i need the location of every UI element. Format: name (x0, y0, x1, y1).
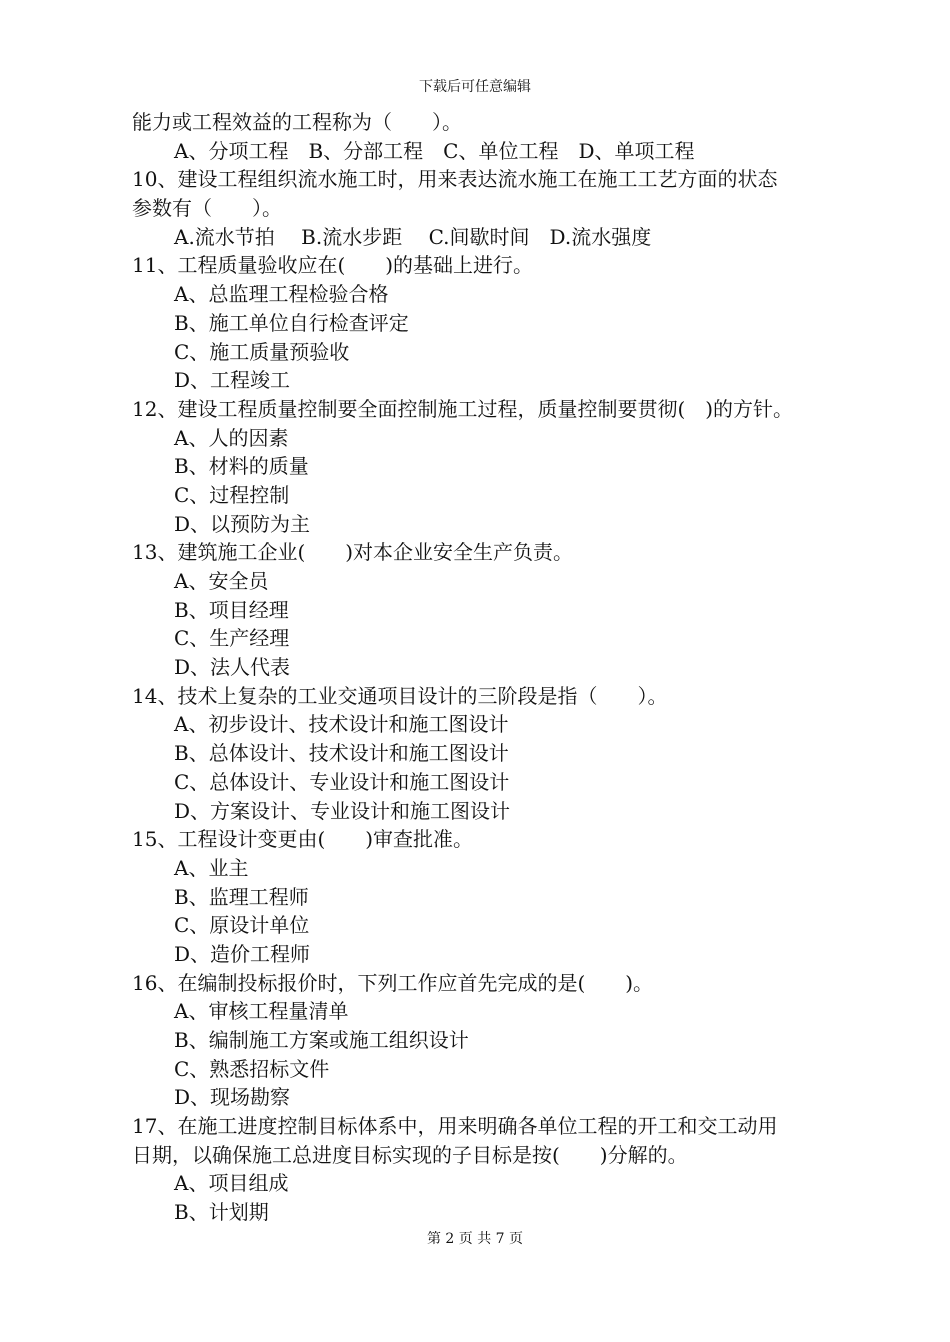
answer-option-line: D、法人代表 (174, 655, 291, 680)
answer-option-line: C、生产经理 (174, 626, 290, 651)
answer-option-line: A、审核工程量清单 (174, 999, 349, 1024)
page-footer: 第 2 页 共 7 页 (426, 1231, 524, 1247)
document-body (132, 108, 862, 1227)
answer-option-line: B、材料的质量 (174, 454, 309, 479)
answer-option-line: A、总监理工程检验合格 (174, 282, 389, 307)
answer-option-line: D、造价工程师 (174, 941, 311, 966)
answer-option-line: D、工程竣工 (174, 368, 291, 393)
answer-option-line: A、初步设计、技术设计和施工图设计 (174, 712, 509, 737)
question-text-line: 13、建筑施工企业( )对本企业安全生产负责。 (132, 540, 574, 565)
answer-option-line: C、施工质量预验收 (174, 339, 350, 364)
answer-option-line: B、总体设计、技术设计和施工图设计 (174, 741, 509, 766)
question-text-line: 10、建设工程组织流水施工时，用来表达流水施工在施工工艺方面的状态 (132, 167, 778, 192)
question-text-line: 能力或工程效益的工程称为（ ）。 (132, 110, 462, 134)
answer-option-line: B、编制施工方案或施工组织设计 (174, 1028, 469, 1052)
answer-option-line: A、项目组成 (174, 1171, 289, 1196)
answer-option-line: A、业主 (174, 855, 249, 880)
question-text-line: 16、在编制投标报价时，下列工作应首先完成的是( )。 (132, 970, 654, 995)
answer-option-line: A、人的因素 (174, 425, 289, 450)
question-text-line: 11、工程质量验收应在( )的基础上进行。 (132, 253, 534, 278)
question-text-line: 日期，以确保施工总进度目标实现的子目标是按( )分解的。 (132, 1142, 688, 1167)
answer-option-line: B、计划期 (174, 1200, 269, 1225)
question-text-line: 12、建设工程质量控制要全面控制施工过程，质量控制要贯彻( )的方针。 (132, 396, 794, 421)
answer-option-line: D、方案设计、专业设计和施工图设计 (174, 798, 511, 823)
answer-option-line: B、监理工程师 (174, 884, 309, 909)
answer-option-line: C、原设计单位 (174, 913, 310, 938)
answer-option-line: A、安全员 (174, 569, 269, 593)
answer-option-line: D、现场勘察 (174, 1085, 291, 1110)
question-text-line: 参数有（ ）。 (132, 196, 282, 221)
answer-option-line: B、项目经理 (174, 597, 289, 622)
question-text-line: 15、工程设计变更由( )审查批准。 (132, 827, 474, 852)
question-text-line: 14、技术上复杂的工业交通项目设计的三阶段是指（ ）。 (132, 683, 668, 708)
answer-option-line: D、以预防为主 (174, 511, 311, 536)
question-text-line: 17、在施工进度控制目标体系中，用来明确各单位工程的开工和交工动用 (132, 1114, 778, 1139)
answer-option-line: B、施工单位自行检查评定 (174, 310, 409, 335)
page-header: 下载后可任意编辑 (419, 79, 531, 95)
answer-option-line: C、总体设计、专业设计和施工图设计 (174, 769, 510, 794)
answer-option-line: C、过程控制 (174, 482, 290, 507)
answer-option-line: C、熟悉招标文件 (174, 1056, 330, 1081)
answer-option-line: A.流水节拍 B.流水步距 C.间歇时间 D.流水强度 (174, 224, 652, 249)
answer-option-line: A、分项工程 B、分部工程 C、单位工程 D、单项工程 (174, 138, 695, 163)
